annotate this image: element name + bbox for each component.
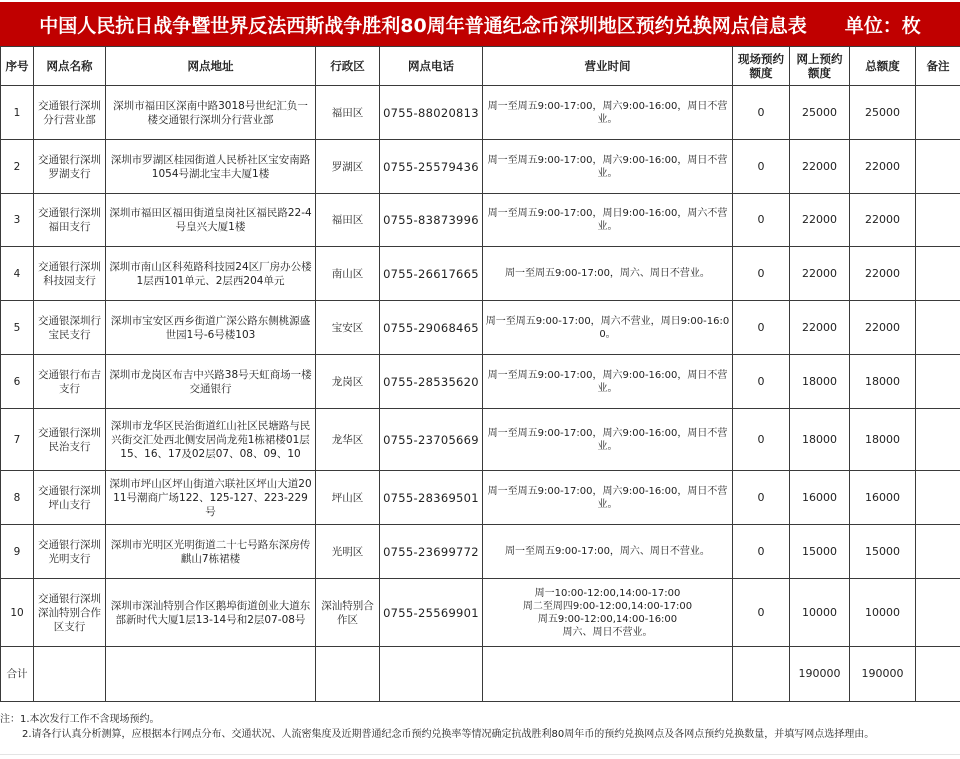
cell-district: 宝安区 bbox=[316, 301, 380, 355]
cell-address: 深圳市宝安区西乡街道广深公路东侧桃源盛世园1号-6号楼103 bbox=[106, 301, 316, 355]
cell-remarks bbox=[916, 579, 960, 647]
cell-empty bbox=[916, 647, 960, 702]
cell-name: 交通银行深圳坪山支行 bbox=[34, 471, 106, 525]
cell-district: 坪山区 bbox=[316, 471, 380, 525]
hours-line: 周一10:00-12:00,14:00-17:00 bbox=[485, 587, 730, 600]
cell-hours bbox=[483, 579, 733, 647]
cell-total-quota: 22000 bbox=[850, 247, 916, 301]
cell-onsite-quota: 0 bbox=[733, 140, 790, 194]
cell-name: 交通银行布吉支行 bbox=[34, 355, 106, 409]
table-row bbox=[1, 140, 960, 194]
cell-address: 深圳市罗湖区桂园街道人民桥社区宝安南路1054号湖北宝丰大厦1楼 bbox=[106, 140, 316, 194]
cell-address: 深圳市南山区科苑路科技园24区厂房办公楼1层西101单元、2层西204单元 bbox=[106, 247, 316, 301]
cell-address: 深圳市龙岗区布吉中兴路38号天虹商场一楼交通银行 bbox=[106, 355, 316, 409]
cell-hours: 周一至周五9:00-17:00，周六、周日不营业。 bbox=[483, 525, 733, 579]
cell-district: 龙岗区 bbox=[316, 355, 380, 409]
cell-onsite-quota: 0 bbox=[733, 86, 790, 140]
cell-online-quota: 15000 bbox=[790, 525, 850, 579]
branch-table bbox=[0, 46, 960, 702]
header-hours: 营业时间 bbox=[483, 47, 733, 86]
cell-remarks bbox=[916, 525, 960, 579]
table-row bbox=[1, 471, 960, 525]
cell-onsite-quota: 0 bbox=[733, 194, 790, 247]
cell-index: 7 bbox=[1, 409, 34, 471]
cell-hours: 周一至周五9:00-17:00，周六9:00-16:00，周日不营业。 bbox=[483, 355, 733, 409]
cell-address: 深圳市光明区光明街道二十七号路东深房传麒山7栋裙楼 bbox=[106, 525, 316, 579]
cell-total-quota: 15000 bbox=[850, 525, 916, 579]
cell-empty bbox=[316, 647, 380, 702]
cell-remarks bbox=[916, 301, 960, 355]
cell-total-quota: 18000 bbox=[850, 355, 916, 409]
header-row bbox=[1, 47, 960, 86]
cell-empty bbox=[483, 647, 733, 702]
cell-name: 交通银行深圳罗湖支行 bbox=[34, 140, 106, 194]
cell-onsite-quota: 0 bbox=[733, 409, 790, 471]
cell-name: 交通银行深圳深汕特别合作区支行 bbox=[34, 579, 106, 647]
note-line-2: 2.请各行认真分析测算，应根据本行网点分布、交通状况、人流密集度及近期普通纪念币预约兑换率等情况确定抗战胜利80周年币的预约兑换网点及各网点预约兑换数量，并填写网点选择理由。 bbox=[0, 727, 960, 742]
cell-online-quota: 22000 bbox=[790, 140, 850, 194]
cell-index: 2 bbox=[1, 140, 34, 194]
cell-online-quota: 22000 bbox=[790, 194, 850, 247]
cell-name: 交通银行深圳福田支行 bbox=[34, 194, 106, 247]
header-index: 序号 bbox=[1, 47, 34, 86]
cell-name: 交通银行深圳民治支行 bbox=[34, 409, 106, 471]
unit-label: 单位：枚 bbox=[845, 11, 921, 38]
cell-phone: 0755-88020813 bbox=[380, 86, 483, 140]
table-row bbox=[1, 86, 960, 140]
cell-remarks bbox=[916, 355, 960, 409]
cell-total-quota: 16000 bbox=[850, 471, 916, 525]
cell-online-quota: 16000 bbox=[790, 471, 850, 525]
cell-onsite-quota: 0 bbox=[733, 355, 790, 409]
cell-phone: 0755-28369501 bbox=[380, 471, 483, 525]
cell-address: 深圳市龙华区民治街道红山社区民塘路与民兴街交汇处西北侧安居尚龙苑1栋裙楼01层15、16、17及02层07、08、09、10 bbox=[106, 409, 316, 471]
total-online-quota: 190000 bbox=[790, 647, 850, 702]
hours-line: 周二至周四9:00-12:00,14:00-17:00 bbox=[485, 600, 730, 613]
total-total-quota: 190000 bbox=[850, 647, 916, 702]
cell-hours: 周一至周五9:00-17:00，周六9:00-16:00，周日不营业。 bbox=[483, 86, 733, 140]
sheet-bottom-edge bbox=[0, 754, 960, 759]
cell-index: 3 bbox=[1, 194, 34, 247]
cell-district: 龙华区 bbox=[316, 409, 380, 471]
cell-onsite-quota: 0 bbox=[733, 579, 790, 647]
header-online-quota: 网上预约额度 bbox=[790, 47, 850, 86]
cell-index: 5 bbox=[1, 301, 34, 355]
cell-total-quota: 22000 bbox=[850, 301, 916, 355]
cell-onsite-quota: 0 bbox=[733, 301, 790, 355]
title-bar bbox=[0, 2, 960, 46]
cell-index: 1 bbox=[1, 86, 34, 140]
total-row bbox=[1, 647, 960, 702]
cell-remarks bbox=[916, 140, 960, 194]
header-onsite-quota: 现场预约额度 bbox=[733, 47, 790, 86]
cell-district: 福田区 bbox=[316, 194, 380, 247]
cell-online-quota: 18000 bbox=[790, 409, 850, 471]
cell-total-quota: 22000 bbox=[850, 140, 916, 194]
cell-online-quota: 18000 bbox=[790, 355, 850, 409]
cell-empty bbox=[733, 647, 790, 702]
table-row bbox=[1, 579, 960, 647]
table-row bbox=[1, 409, 960, 471]
cell-name: 交通银行深圳分行营业部 bbox=[34, 86, 106, 140]
cell-district: 深汕特别合作区 bbox=[316, 579, 380, 647]
cell-remarks bbox=[916, 247, 960, 301]
cell-index: 10 bbox=[1, 579, 34, 647]
note-line-1: 注：1.本次发行工作不含现场预约。 bbox=[0, 712, 960, 727]
cell-empty bbox=[106, 647, 316, 702]
cell-name: 交通银行深圳光明支行 bbox=[34, 525, 106, 579]
cell-empty bbox=[380, 647, 483, 702]
cell-total-quota: 18000 bbox=[850, 409, 916, 471]
cell-online-quota: 25000 bbox=[790, 86, 850, 140]
cell-hours: 周一至周五9:00-17:00，周六9:00-16:00，周日不营业。 bbox=[483, 409, 733, 471]
table-row bbox=[1, 247, 960, 301]
cell-hours: 周一至周五9:00-17:00，周六、周日不营业。 bbox=[483, 247, 733, 301]
page-title: 中国人民抗日战争暨世界反法西斯战争胜利80周年普通纪念币深圳地区预约兑换网点信息表 bbox=[39, 11, 806, 38]
cell-hours: 周一至周五9:00-17:00，周六9:00-16:00，周日不营业。 bbox=[483, 471, 733, 525]
cell-hours: 周一至周五9:00-17:00，周六不营业，周日9:00-16:00。 bbox=[483, 301, 733, 355]
cell-phone: 0755-29068465 bbox=[380, 301, 483, 355]
cell-empty bbox=[34, 647, 106, 702]
header-total-quota: 总额度 bbox=[850, 47, 916, 86]
cell-onsite-quota: 0 bbox=[733, 247, 790, 301]
cell-total-quota: 10000 bbox=[850, 579, 916, 647]
cell-online-quota: 10000 bbox=[790, 579, 850, 647]
cell-phone: 0755-26617665 bbox=[380, 247, 483, 301]
cell-district: 南山区 bbox=[316, 247, 380, 301]
cell-total-quota: 25000 bbox=[850, 86, 916, 140]
cell-address: 深圳市福田区深南中路3018号世纪汇负一楼交通银行深圳分行营业部 bbox=[106, 86, 316, 140]
cell-phone: 0755-25579436 bbox=[380, 140, 483, 194]
cell-name: 交通银深圳行宝民支行 bbox=[34, 301, 106, 355]
cell-onsite-quota: 0 bbox=[733, 525, 790, 579]
header-phone: 网点电话 bbox=[380, 47, 483, 86]
cell-remarks bbox=[916, 194, 960, 247]
header-name: 网点名称 bbox=[34, 47, 106, 86]
header-remarks: 备注 bbox=[916, 47, 960, 86]
cell-phone: 0755-25569901 bbox=[380, 579, 483, 647]
cell-remarks bbox=[916, 409, 960, 471]
cell-onsite-quota: 0 bbox=[733, 471, 790, 525]
cell-remarks bbox=[916, 471, 960, 525]
cell-hours: 周一至周五9:00-17:00，周六9:00-16:00，周日不营业。 bbox=[483, 140, 733, 194]
cell-address: 深圳市坪山区坪山街道六联社区坪山大道2011号潮商广场122、125-127、223-229号 bbox=[106, 471, 316, 525]
cell-online-quota: 22000 bbox=[790, 301, 850, 355]
cell-index: 6 bbox=[1, 355, 34, 409]
cell-address: 深圳市深汕特别合作区鹅埠街道创业大道东部新时代大厦1层13-14号和2层07-08号 bbox=[106, 579, 316, 647]
cell-district: 福田区 bbox=[316, 86, 380, 140]
total-label: 合计 bbox=[1, 647, 34, 702]
hours-line: 周六、周日不营业。 bbox=[485, 626, 730, 639]
header-address: 网点地址 bbox=[106, 47, 316, 86]
cell-phone: 0755-28535620 bbox=[380, 355, 483, 409]
sheet bbox=[0, 2, 960, 702]
cell-hours: 周一至周五9:00-17:00，周日9:00-16:00，周六不营业。 bbox=[483, 194, 733, 247]
cell-phone: 0755-23699772 bbox=[380, 525, 483, 579]
cell-address: 深圳市福田区福田街道皇岗社区福民路22-4号皇兴大厦1楼 bbox=[106, 194, 316, 247]
cell-remarks bbox=[916, 86, 960, 140]
cell-index: 8 bbox=[1, 471, 34, 525]
notes bbox=[0, 712, 960, 742]
table-row bbox=[1, 194, 960, 247]
header-district: 行政区 bbox=[316, 47, 380, 86]
cell-district: 罗湖区 bbox=[316, 140, 380, 194]
cell-index: 9 bbox=[1, 525, 34, 579]
table-row bbox=[1, 355, 960, 409]
table-row bbox=[1, 301, 960, 355]
cell-total-quota: 22000 bbox=[850, 194, 916, 247]
table-row bbox=[1, 525, 960, 579]
cell-district: 光明区 bbox=[316, 525, 380, 579]
cell-name: 交通银行深圳科技园支行 bbox=[34, 247, 106, 301]
cell-index: 4 bbox=[1, 247, 34, 301]
cell-online-quota: 22000 bbox=[790, 247, 850, 301]
cell-phone: 0755-23705669 bbox=[380, 409, 483, 471]
hours-line: 周五9:00-12:00,14:00-16:00 bbox=[485, 613, 730, 626]
cell-phone: 0755-83873996 bbox=[380, 194, 483, 247]
